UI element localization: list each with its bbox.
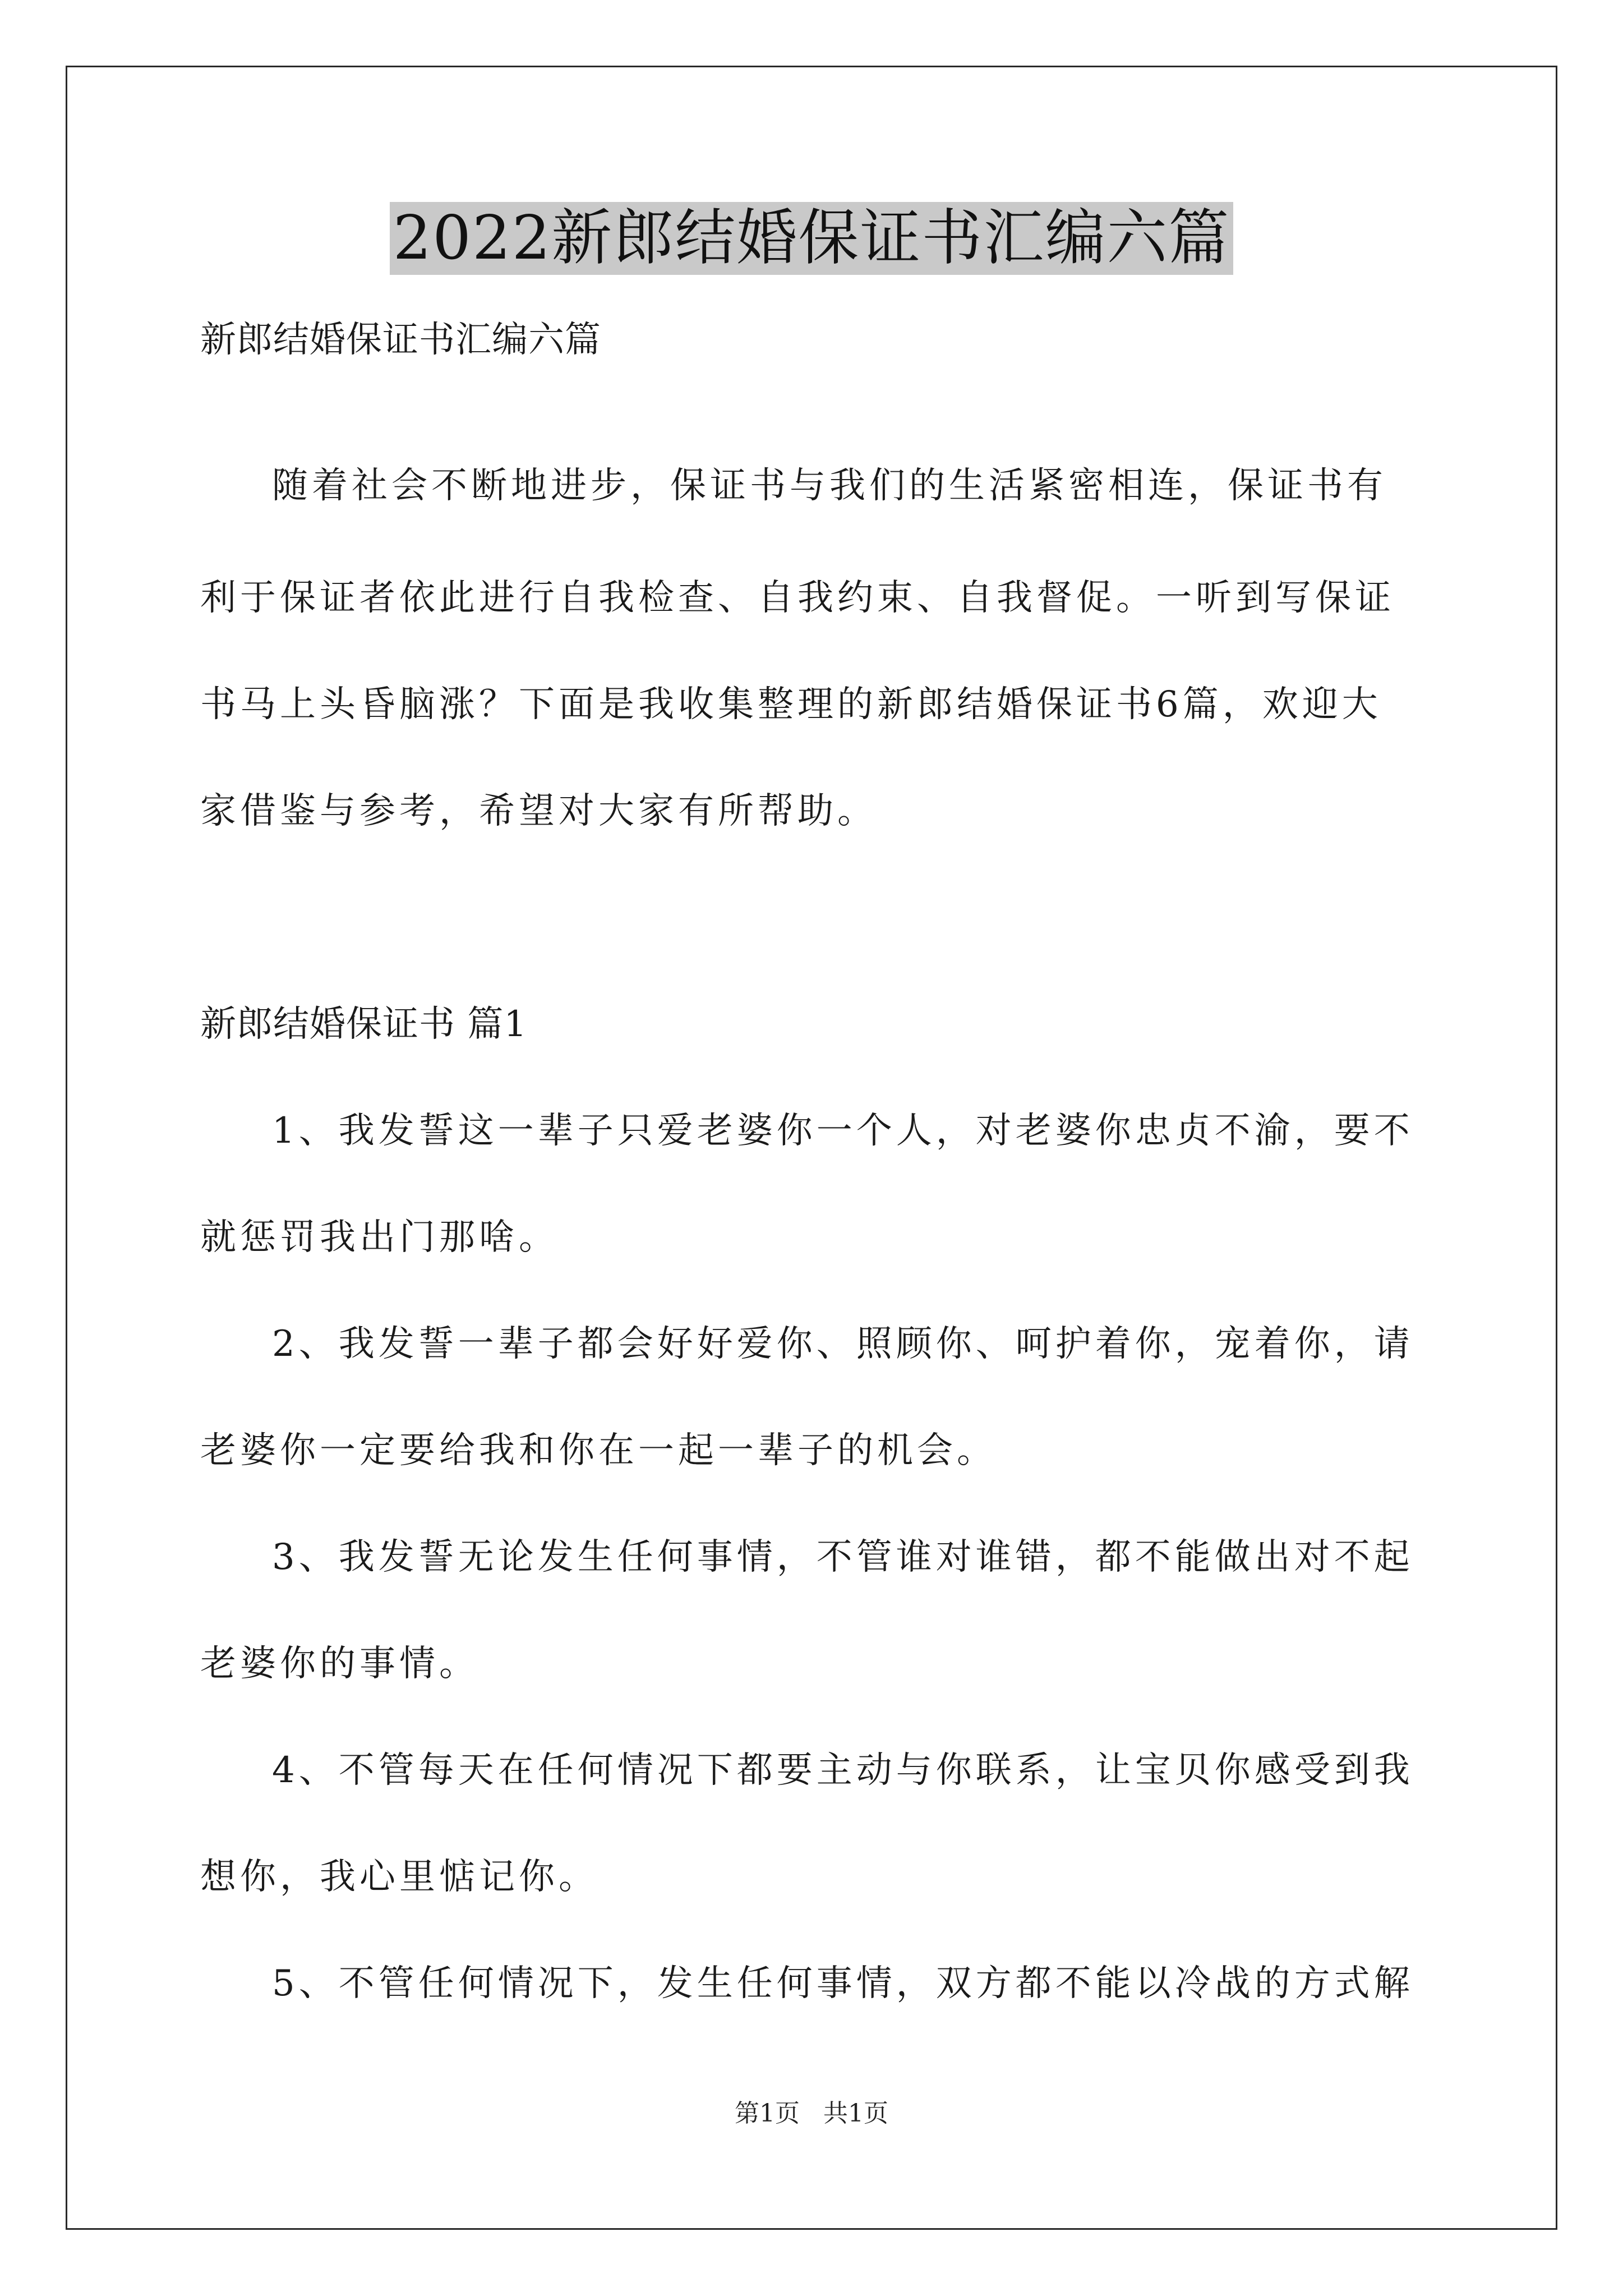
document-title: 2022新郎结婚保证书汇编六篇 bbox=[390, 202, 1234, 275]
paragraph-line: 随着社会不断地进步，保证书与我们的生活紧密相连，保证书有 bbox=[272, 465, 1387, 507]
paragraph-line: 利于保证者依此进行自我检查、自我约束、自我督促。一听到写保证 bbox=[200, 577, 1395, 619]
page-number: 第1页 bbox=[735, 2099, 800, 2128]
paragraph-line: 4、不管每天在任何情况下都要主动与你联系，让宝贝你感受到我 bbox=[272, 1750, 1414, 1791]
paragraph-line: 家借鉴与参考，希望对大家有所帮助。 bbox=[200, 790, 877, 832]
paragraph-line: 5、不管任何情况下，发生任何事情，双方都不能以冷战的方式解 bbox=[272, 1963, 1414, 2004]
paragraph-line: 1、我发誓这一辈子只爱老婆你一个人，对老婆你忠贞不渝，要不 bbox=[272, 1110, 1414, 1152]
paragraph-line: 就惩罚我出门那啥。 bbox=[200, 1217, 559, 1258]
section-heading: 新郎结婚保证书 篇1 bbox=[200, 1004, 528, 1045]
paragraph-line: 书马上头昏脑涨？下面是我收集整理的新郎结婚保证书6篇，欢迎大 bbox=[200, 684, 1382, 725]
page-footer bbox=[0, 2098, 1623, 2129]
page-total: 共1页 bbox=[823, 2099, 888, 2128]
paragraph-line: 老婆你一定要给我和你在一起一辈子的机会。 bbox=[200, 1430, 997, 1471]
title-container bbox=[0, 202, 1623, 275]
paragraph-line: 3、我发誓无论发生任何事情，不管谁对谁错，都不能做出对不起 bbox=[272, 1536, 1414, 1578]
paragraph-line: 老婆你的事情。 bbox=[200, 1643, 479, 1685]
subtitle-line: 新郎结婚保证书汇编六篇 bbox=[200, 319, 601, 361]
paragraph-line: 2、我发誓一辈子都会好好爱你、照顾你、呵护着你，宠着你，请 bbox=[272, 1323, 1414, 1365]
paragraph-line: 想你，我心里惦记你。 bbox=[200, 1856, 598, 1898]
